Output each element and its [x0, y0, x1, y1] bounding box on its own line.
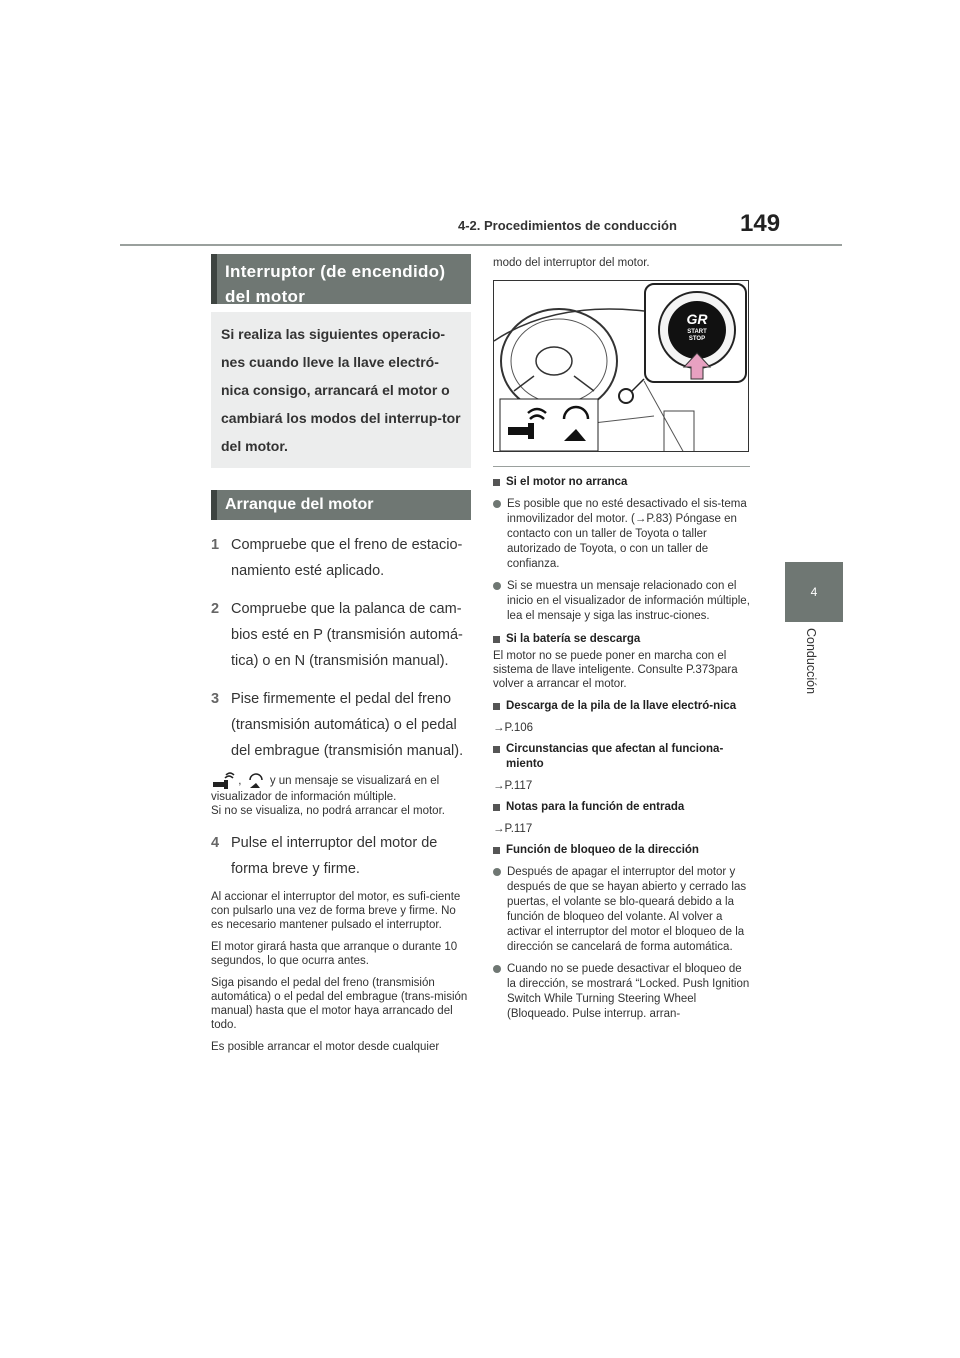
bullet-item: [493, 865, 750, 955]
step-1: [211, 532, 471, 584]
step-number: 3: [211, 691, 220, 707]
circle-bullet-icon: [493, 868, 501, 876]
note-heading: [493, 800, 750, 815]
circle-bullet-icon: [493, 500, 501, 508]
start-stop-zoom: [644, 283, 747, 383]
step-text: Pulse el interruptor del motor de forma breve y firme.: [231, 835, 438, 877]
brake-pedal-icon: [556, 401, 596, 445]
section-title: 4-2. Procedimientos de conducción: [458, 218, 677, 233]
step-3-note: [211, 772, 471, 818]
step-number: 1: [211, 537, 220, 553]
note-paragraph: El motor no se puede poner en marcha con el sistema de llave inteligente. Consulte P.373para volver a arrancar el motor.: [493, 650, 738, 690]
note-heading-text: Circunstancias que afectan al funciona-miento: [506, 743, 724, 770]
bullet-item: [493, 497, 750, 572]
step-2: [211, 596, 471, 674]
page-reference-link[interactable]: →P.117: [493, 823, 533, 835]
step-4: [211, 830, 471, 882]
divider: [493, 466, 750, 467]
note-heading-text: Función de bloqueo de la dirección: [506, 844, 699, 856]
bullet-text: Cuando no se puede desactivar el bloqueo de la dirección, se mostrará “Locked. Push Ignition Switch While Turning Steering Wheel (Bloqueado. Pulse interrup. arran-: [507, 963, 750, 1020]
circle-bullet-icon: [493, 582, 501, 590]
bullet-text: Después de apagar el interruptor del motor y después de que se hayan abierto y cerrado las puertas, el volante se blo-queará debido a la función de bloqueo del volante. Al volver a activar el interruptor del motor el bloqueo de la dirección se cancelará de forma automática.: [507, 866, 747, 953]
paragraph: Siga pisando el pedal del freno (transmisión automática) o el pedal del embrague (trans-misión manual) hasta que el motor haya arrancado del todo.: [211, 977, 468, 1031]
brake-pedal-icon: [245, 772, 267, 790]
note-heading: [493, 475, 750, 490]
note-heading-text: Notas para la función de entrada: [506, 801, 685, 813]
step-text: Compruebe que el freno de estacio-namiento esté aplicado.: [231, 537, 463, 579]
chapter-tab[interactable]: 4: [785, 562, 843, 622]
square-bullet-icon: [493, 847, 500, 854]
note-heading-text: Si el motor no arranca: [506, 476, 628, 488]
intro-box: Si realiza las siguientes operacio-nes cuando lleve la llave electró-nica consigo, arrancará el motor o cambiará los modos del interrup-tor del motor.: [211, 312, 471, 468]
start-label: START: [687, 329, 707, 335]
press-arrow-icon: [682, 351, 712, 381]
paragraph-continued: modo del interruptor del motor.: [493, 257, 650, 269]
square-bullet-icon: [493, 746, 500, 753]
paragraph: El motor girará hasta que arranque o durante 10 segundos, lo que ocurra antes.: [211, 941, 458, 967]
step-number: 4: [211, 835, 220, 851]
smart-key-icon: [506, 405, 548, 441]
note-heading-text: Descarga de la pila de la llave electró-nica: [506, 700, 737, 712]
left-column: [211, 254, 471, 1054]
section-heading: Interruptor (de encendido) del motor: [211, 254, 471, 304]
note-heading: [493, 742, 750, 772]
figure-engine-switch: [493, 280, 749, 452]
right-column: [493, 254, 750, 1022]
subsection-heading: Arranque del motor: [211, 490, 471, 520]
smart-key-icon: [211, 772, 235, 790]
bullet-text: Si se muestra un mensaje relacionado con el inicio en el visualizador de información múltiple, lea el mensaje y siga las instruc-ciones.: [507, 580, 750, 622]
note-text: Si no se visualiza, no podrá arrancar el motor.: [211, 805, 445, 817]
page-reference-link[interactable]: →P.106: [493, 722, 534, 734]
note-heading: [493, 632, 750, 647]
paragraph: Es posible arrancar el motor desde cualquier: [211, 1041, 440, 1053]
chapter-label: Conducción: [804, 628, 818, 695]
circle-bullet-icon: [493, 965, 501, 973]
page-reference-link[interactable]: →P.117: [493, 780, 533, 792]
square-bullet-icon: [493, 636, 500, 643]
square-bullet-icon: [493, 703, 500, 710]
gr-logo: GR: [686, 311, 708, 327]
step-3: [211, 686, 471, 764]
step-text: Pise firmemente el pedal del freno (transmisión automática) o el pedal del embrague (transmisión manual).: [231, 691, 464, 759]
square-bullet-icon: [493, 479, 500, 486]
note-heading-text: Si la batería se descarga: [506, 633, 641, 645]
stop-label: STOP: [688, 336, 706, 342]
note-text: y un mensaje se visualizará en el visualizador de información múltiple.: [211, 775, 440, 803]
note-comma: ,: [238, 775, 242, 788]
page-number: 149: [740, 210, 781, 237]
notes-list: [493, 475, 750, 1022]
paragraph: Al accionar el interruptor del motor, es sufi-ciente con pulsarlo una vez de forma breve y firme. No es necesario mantener pulsado el interruptor.: [211, 891, 461, 931]
bullet-item: [493, 579, 750, 624]
square-bullet-icon: [493, 804, 500, 811]
step-text: Compruebe que la palanca de cam-bios esté en P (transmisión automá-tica) o en N (transmisión manual).: [231, 601, 463, 669]
step-number: 2: [211, 601, 220, 617]
note-heading: [493, 843, 750, 858]
bullet-text: Es posible que no esté desactivado el sis-tema inmovilizador del motor. (→P.83) Póngase en contacto con un taller de Toyota o taller autorizado de Toyota, o con un taller de confianza.: [507, 498, 747, 570]
bullet-item: [493, 962, 750, 1022]
note-heading: [493, 699, 750, 714]
header-rule: [120, 244, 842, 246]
